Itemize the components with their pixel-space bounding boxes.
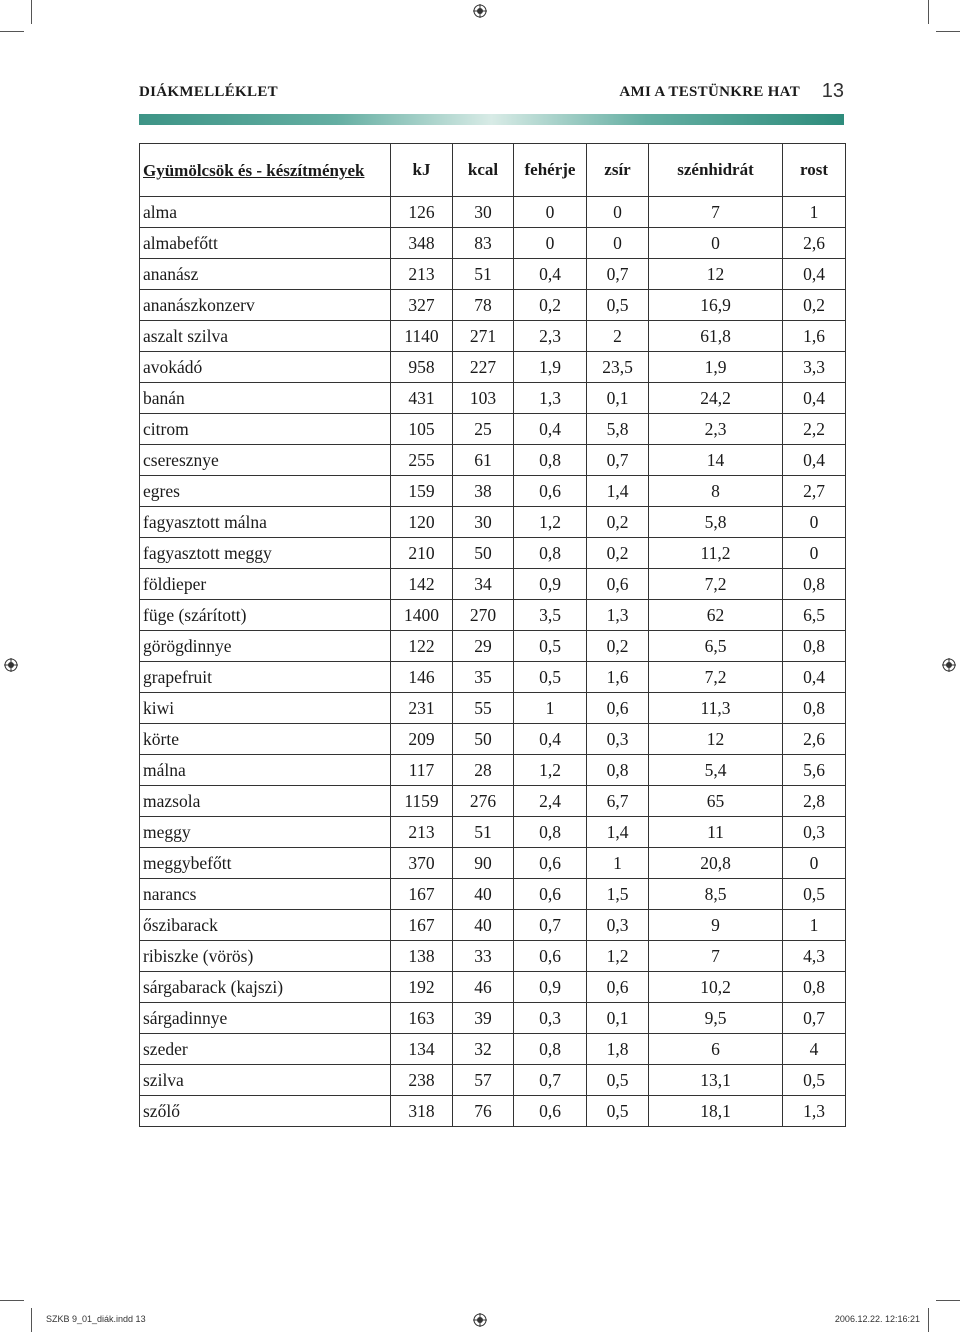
crop-mark	[0, 31, 24, 32]
value-cell: 0,7	[783, 1003, 846, 1034]
value-cell: 4,3	[783, 941, 846, 972]
page-number: 13	[821, 80, 844, 102]
value-cell: 57	[453, 1065, 514, 1096]
column-header: fehérje	[514, 144, 587, 197]
value-cell: 1,9	[514, 352, 587, 383]
value-cell: 0	[514, 228, 587, 259]
value-cell: 126	[391, 197, 453, 228]
value-cell: 0	[649, 228, 783, 259]
value-cell: 2,8	[783, 786, 846, 817]
value-cell: 1400	[391, 600, 453, 631]
value-cell: 65	[649, 786, 783, 817]
value-cell: 46	[453, 972, 514, 1003]
value-cell: 83	[453, 228, 514, 259]
value-cell: 0	[783, 848, 846, 879]
value-cell: 30	[453, 197, 514, 228]
value-cell: 39	[453, 1003, 514, 1034]
value-cell: 0,5	[587, 1065, 649, 1096]
value-cell: 0	[587, 228, 649, 259]
value-cell: 50	[453, 724, 514, 755]
value-cell: 1,4	[587, 817, 649, 848]
registration-mark-icon	[473, 1313, 487, 1327]
table-row	[140, 259, 846, 290]
value-cell: 12	[649, 259, 783, 290]
section-label: DIÁKMELLÉKLET	[139, 84, 278, 100]
value-cell: 1,8	[587, 1034, 649, 1065]
value-cell: 5,6	[783, 755, 846, 786]
table-row	[140, 600, 846, 631]
table-row	[140, 290, 846, 321]
table-row	[140, 383, 846, 414]
value-cell: 122	[391, 631, 453, 662]
value-cell: 76	[453, 1096, 514, 1127]
value-cell: 0	[783, 538, 846, 569]
value-cell: 0,8	[783, 569, 846, 600]
value-cell: 20,8	[649, 848, 783, 879]
slug-file-info: SZKB 9_01_diák.indd 13	[46, 1314, 146, 1324]
value-cell: 0,8	[514, 817, 587, 848]
value-cell: 0,2	[587, 507, 649, 538]
table-row	[140, 662, 846, 693]
column-header-food: Gyümölcsök és - készítmények	[140, 144, 391, 197]
value-cell: 0,3	[783, 817, 846, 848]
value-cell: 213	[391, 817, 453, 848]
table-row	[140, 1065, 846, 1096]
value-cell: 6,5	[649, 631, 783, 662]
value-cell: 1,5	[587, 879, 649, 910]
value-cell: 0,9	[514, 972, 587, 1003]
table-row	[140, 445, 846, 476]
value-cell: 210	[391, 538, 453, 569]
food-name-cell: meggy	[140, 817, 391, 848]
value-cell: 1159	[391, 786, 453, 817]
food-name-cell: ribiszke (vörös)	[140, 941, 391, 972]
food-name-cell: szeder	[140, 1034, 391, 1065]
value-cell: 0,5	[514, 631, 587, 662]
value-cell: 7	[649, 941, 783, 972]
value-cell: 0,2	[514, 290, 587, 321]
food-name-cell: fagyasztott málna	[140, 507, 391, 538]
value-cell: 138	[391, 941, 453, 972]
value-cell: 0,8	[514, 445, 587, 476]
value-cell: 23,5	[587, 352, 649, 383]
crop-mark	[928, 1308, 929, 1332]
table-row	[140, 1034, 846, 1065]
crop-mark	[31, 1308, 32, 1332]
registration-mark-icon	[942, 658, 956, 672]
value-cell: 6,5	[783, 600, 846, 631]
value-cell: 103	[453, 383, 514, 414]
value-cell: 7	[649, 197, 783, 228]
food-name-cell: almabefőtt	[140, 228, 391, 259]
value-cell: 1,9	[649, 352, 783, 383]
value-cell: 348	[391, 228, 453, 259]
table-row	[140, 414, 846, 445]
table-row	[140, 724, 846, 755]
table-row	[140, 817, 846, 848]
table-row	[140, 755, 846, 786]
value-cell: 2,2	[783, 414, 846, 445]
value-cell: 25	[453, 414, 514, 445]
value-cell: 16,9	[649, 290, 783, 321]
value-cell: 9	[649, 910, 783, 941]
value-cell: 1	[783, 910, 846, 941]
value-cell: 238	[391, 1065, 453, 1096]
value-cell: 38	[453, 476, 514, 507]
table-row	[140, 972, 846, 1003]
value-cell: 0,3	[514, 1003, 587, 1034]
table-row	[140, 352, 846, 383]
value-cell: 29	[453, 631, 514, 662]
value-cell: 11	[649, 817, 783, 848]
value-cell: 78	[453, 290, 514, 321]
column-header: szénhidrát	[649, 144, 783, 197]
value-cell: 0,5	[514, 662, 587, 693]
column-header: zsír	[587, 144, 649, 197]
food-name-cell: sárgabarack (kajszi)	[140, 972, 391, 1003]
table-row	[140, 228, 846, 259]
table-row	[140, 507, 846, 538]
value-cell: 7,2	[649, 662, 783, 693]
table-row	[140, 538, 846, 569]
value-cell: 0,1	[587, 383, 649, 414]
value-cell: 14	[649, 445, 783, 476]
registration-mark-icon	[473, 4, 487, 18]
value-cell: 0,6	[514, 1096, 587, 1127]
value-cell: 0,4	[783, 662, 846, 693]
value-cell: 142	[391, 569, 453, 600]
value-cell: 120	[391, 507, 453, 538]
food-name-cell: szőlő	[140, 1096, 391, 1127]
value-cell: 2,7	[783, 476, 846, 507]
value-cell: 4	[783, 1034, 846, 1065]
value-cell: 134	[391, 1034, 453, 1065]
value-cell: 1	[587, 848, 649, 879]
value-cell: 0,8	[514, 538, 587, 569]
value-cell: 6,7	[587, 786, 649, 817]
value-cell: 8	[649, 476, 783, 507]
column-header: kJ	[391, 144, 453, 197]
value-cell: 10,2	[649, 972, 783, 1003]
column-header: rost	[783, 144, 846, 197]
value-cell: 11,3	[649, 693, 783, 724]
value-cell: 90	[453, 848, 514, 879]
value-cell: 0,6	[514, 879, 587, 910]
value-cell: 213	[391, 259, 453, 290]
value-cell: 0,3	[587, 724, 649, 755]
value-cell: 3,5	[514, 600, 587, 631]
food-name-cell: alma	[140, 197, 391, 228]
value-cell: 0,2	[783, 290, 846, 321]
value-cell: 50	[453, 538, 514, 569]
value-cell: 1,2	[514, 755, 587, 786]
value-cell: 1140	[391, 321, 453, 352]
table-row	[140, 848, 846, 879]
value-cell: 0,5	[587, 290, 649, 321]
food-name-cell: körte	[140, 724, 391, 755]
value-cell: 0,4	[783, 383, 846, 414]
value-cell: 0,5	[783, 1065, 846, 1096]
value-cell: 0,8	[783, 631, 846, 662]
value-cell: 0,8	[514, 1034, 587, 1065]
value-cell: 34	[453, 569, 514, 600]
table-row	[140, 476, 846, 507]
table-row	[140, 786, 846, 817]
value-cell: 24,2	[649, 383, 783, 414]
food-name-cell: kiwi	[140, 693, 391, 724]
food-name-cell: sárgadinnye	[140, 1003, 391, 1034]
food-name-cell: meggybefőtt	[140, 848, 391, 879]
value-cell: 0,4	[514, 724, 587, 755]
value-cell: 327	[391, 290, 453, 321]
value-cell: 1,6	[783, 321, 846, 352]
value-cell: 117	[391, 755, 453, 786]
value-cell: 1,2	[587, 941, 649, 972]
value-cell: 35	[453, 662, 514, 693]
table-row	[140, 879, 846, 910]
value-cell: 51	[453, 259, 514, 290]
table-row	[140, 941, 846, 972]
value-cell: 0,7	[587, 259, 649, 290]
value-cell: 9,5	[649, 1003, 783, 1034]
slug-date: 2006.12.22. 12:16:21	[834, 1314, 920, 1324]
table-row	[140, 1096, 846, 1127]
value-cell: 231	[391, 693, 453, 724]
food-name-cell: őszibarack	[140, 910, 391, 941]
value-cell: 271	[453, 321, 514, 352]
value-cell: 958	[391, 352, 453, 383]
food-name-cell: egres	[140, 476, 391, 507]
value-cell: 51	[453, 817, 514, 848]
value-cell: 11,2	[649, 538, 783, 569]
crop-mark	[928, 0, 929, 24]
header-gradient-bar	[139, 114, 844, 125]
value-cell: 209	[391, 724, 453, 755]
value-cell: 62	[649, 600, 783, 631]
food-name-cell: mazsola	[140, 786, 391, 817]
value-cell: 40	[453, 910, 514, 941]
value-cell: 1	[783, 197, 846, 228]
food-name-cell: szilva	[140, 1065, 391, 1096]
value-cell: 0,4	[514, 259, 587, 290]
food-name-cell: málna	[140, 755, 391, 786]
value-cell: 0	[514, 197, 587, 228]
value-cell: 105	[391, 414, 453, 445]
food-name-cell: füge (szárított)	[140, 600, 391, 631]
value-cell: 8,5	[649, 879, 783, 910]
value-cell: 0,6	[514, 848, 587, 879]
value-cell: 163	[391, 1003, 453, 1034]
running-header	[139, 80, 844, 110]
food-name-cell: avokádó	[140, 352, 391, 383]
value-cell: 1,3	[783, 1096, 846, 1127]
value-cell: 1,3	[587, 600, 649, 631]
food-name-cell: narancs	[140, 879, 391, 910]
value-cell: 0	[587, 197, 649, 228]
value-cell: 55	[453, 693, 514, 724]
registration-mark-icon	[4, 658, 18, 672]
value-cell: 0,6	[587, 693, 649, 724]
crop-mark	[31, 0, 32, 24]
table-row	[140, 693, 846, 724]
value-cell: 167	[391, 910, 453, 941]
value-cell: 2,6	[783, 724, 846, 755]
value-cell: 2,3	[649, 414, 783, 445]
value-cell: 2	[587, 321, 649, 352]
value-cell: 0	[783, 507, 846, 538]
food-name-cell: fagyasztott meggy	[140, 538, 391, 569]
crop-mark	[0, 1300, 24, 1301]
value-cell: 0,2	[587, 631, 649, 662]
food-name-cell: citrom	[140, 414, 391, 445]
value-cell: 5,8	[587, 414, 649, 445]
value-cell: 1,2	[514, 507, 587, 538]
value-cell: 1,6	[587, 662, 649, 693]
value-cell: 0,4	[783, 445, 846, 476]
value-cell: 0,8	[587, 755, 649, 786]
value-cell: 0,2	[587, 538, 649, 569]
value-cell: 0,6	[587, 972, 649, 1003]
food-name-cell: görögdinnye	[140, 631, 391, 662]
table-row	[140, 910, 846, 941]
value-cell: 2,6	[783, 228, 846, 259]
value-cell: 0,4	[783, 259, 846, 290]
value-cell: 270	[453, 600, 514, 631]
value-cell: 12	[649, 724, 783, 755]
value-cell: 276	[453, 786, 514, 817]
chapter-title: AMI A TESTÜNKRE HAT	[619, 84, 800, 100]
value-cell: 227	[453, 352, 514, 383]
food-name-cell: cseresznye	[140, 445, 391, 476]
crop-mark	[936, 1300, 960, 1301]
value-cell: 0,5	[783, 879, 846, 910]
value-cell: 0,6	[587, 569, 649, 600]
value-cell: 33	[453, 941, 514, 972]
value-cell: 370	[391, 848, 453, 879]
value-cell: 0,1	[587, 1003, 649, 1034]
value-cell: 318	[391, 1096, 453, 1127]
nutrition-table	[139, 143, 846, 1127]
table-row	[140, 631, 846, 662]
value-cell: 32	[453, 1034, 514, 1065]
value-cell: 1	[514, 693, 587, 724]
crop-mark	[936, 31, 960, 32]
value-cell: 0,9	[514, 569, 587, 600]
value-cell: 30	[453, 507, 514, 538]
value-cell: 40	[453, 879, 514, 910]
value-cell: 2,3	[514, 321, 587, 352]
value-cell: 0,3	[587, 910, 649, 941]
value-cell: 3,3	[783, 352, 846, 383]
value-cell: 0,8	[783, 972, 846, 1003]
food-name-cell: földieper	[140, 569, 391, 600]
value-cell: 0,4	[514, 414, 587, 445]
value-cell: 0,7	[587, 445, 649, 476]
value-cell: 0,7	[514, 1065, 587, 1096]
value-cell: 167	[391, 879, 453, 910]
value-cell: 1,4	[587, 476, 649, 507]
value-cell: 1,3	[514, 383, 587, 414]
value-cell: 159	[391, 476, 453, 507]
food-name-cell: banán	[140, 383, 391, 414]
column-header: kcal	[453, 144, 514, 197]
value-cell: 6	[649, 1034, 783, 1065]
food-name-cell: grapefruit	[140, 662, 391, 693]
value-cell: 28	[453, 755, 514, 786]
table-row	[140, 197, 846, 228]
value-cell: 0,5	[587, 1096, 649, 1127]
value-cell: 0,7	[514, 910, 587, 941]
value-cell: 255	[391, 445, 453, 476]
table-header-row	[140, 144, 846, 197]
value-cell: 431	[391, 383, 453, 414]
table-row	[140, 321, 846, 352]
value-cell: 0,6	[514, 941, 587, 972]
value-cell: 0,6	[514, 476, 587, 507]
value-cell: 7,2	[649, 569, 783, 600]
value-cell: 61	[453, 445, 514, 476]
value-cell: 146	[391, 662, 453, 693]
value-cell: 0,8	[783, 693, 846, 724]
table-row	[140, 1003, 846, 1034]
value-cell: 192	[391, 972, 453, 1003]
food-name-cell: aszalt szilva	[140, 321, 391, 352]
value-cell: 18,1	[649, 1096, 783, 1127]
value-cell: 5,8	[649, 507, 783, 538]
value-cell: 2,4	[514, 786, 587, 817]
food-name-cell: ananászkonzerv	[140, 290, 391, 321]
food-name-cell: ananász	[140, 259, 391, 290]
value-cell: 13,1	[649, 1065, 783, 1096]
value-cell: 5,4	[649, 755, 783, 786]
table-row	[140, 569, 846, 600]
value-cell: 61,8	[649, 321, 783, 352]
